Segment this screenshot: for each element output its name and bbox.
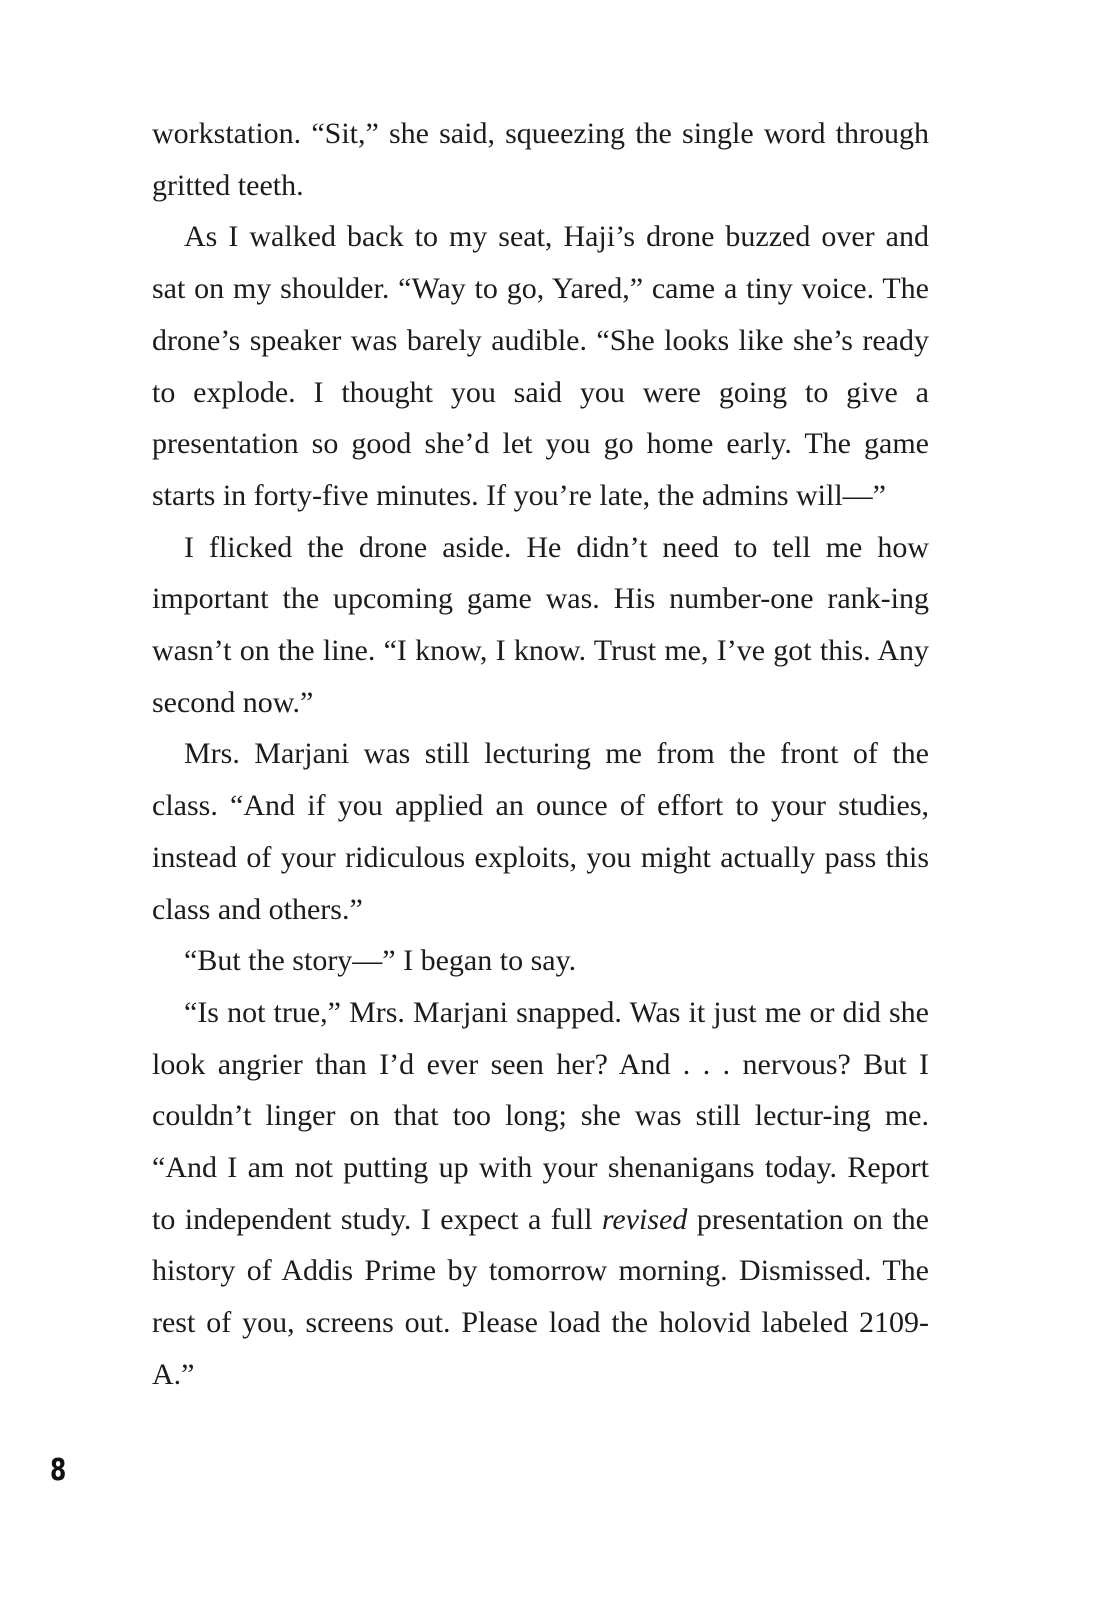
paragraph (152, 211, 929, 521)
paragraph (152, 522, 929, 729)
page-number: 8 (50, 1453, 67, 1488)
paragraph (152, 108, 929, 211)
paragraph (152, 935, 929, 987)
paragraph-text: I flicked the drone aside. He didn’t need to tell me how important the upcoming game was. His number-one rank-ing wasn’t on the line. “I know, I know. Trust me, I’ve got this. Any second now.” (152, 530, 929, 719)
paragraph-text: Mrs. Marjani was still lecturing me from the front of the class. “And if you applied an ounce of effort to your studies, instead of your ridiculous exploits, you might actually pass this class and others.” (152, 737, 929, 926)
paragraph-text: “Is not true,” Mrs. Marjani snapped. Was it just me or did she look angrier than I’d ever seen her? And . . . nervous? But I couldn’t linger on that too long; she was still lectur-ing me. “And I am not putting up with your shenanigans today. Report to independent study. I expect a full (152, 995, 929, 1236)
paragraph-text: workstation. “Sit,” she said, squeezing the single word through gritted teeth. (152, 117, 929, 202)
paragraph-text: As I walked back to my seat, Haji’s drone buzzed over and sat on my shoulder. “Way to go, Yared,” came a tiny voice. The drone’s speaker was barely audible. “She looks like she’s ready to explode. I thought you said you were going to give a presentation so good she’d let you go home early. The game starts in forty-five minutes. If you’re late, the admins will—” (152, 220, 929, 512)
paragraph-text: presentation on the history of Addis Prime by tomorrow morning. Dismissed. The rest of you, screens out. Please load the holovid labeled 2109-A.” (152, 1202, 929, 1391)
body-text (152, 108, 929, 1401)
paragraph (152, 728, 929, 935)
italic-text: revised (601, 1202, 688, 1236)
paragraph (152, 987, 929, 1401)
paragraph-text: “But the story—” I began to say. (184, 944, 577, 978)
